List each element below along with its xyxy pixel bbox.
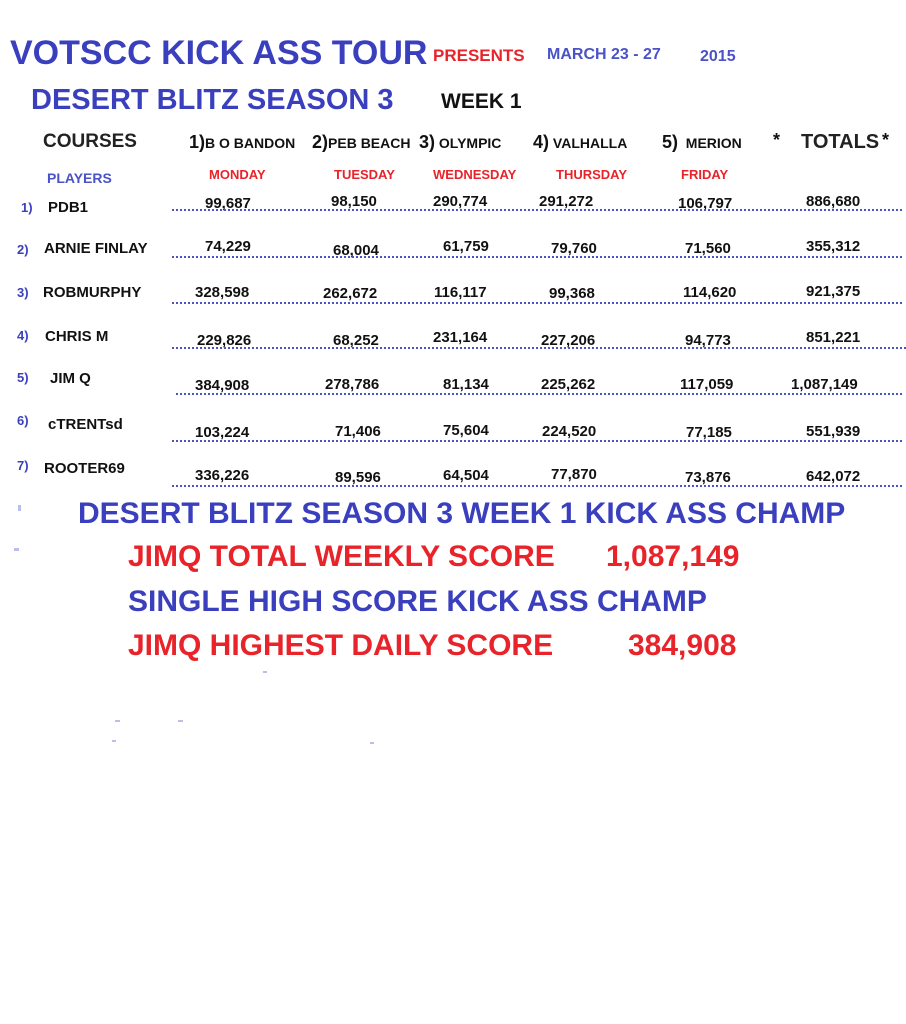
row-divider xyxy=(176,393,902,395)
scan-speck xyxy=(178,720,183,722)
course-header-2 xyxy=(312,132,410,153)
course-header-4 xyxy=(533,132,627,153)
score-cell: 227,206 xyxy=(541,332,596,349)
score-cell: 94,773 xyxy=(685,332,731,349)
player-name: CHRIS M xyxy=(45,328,109,345)
row-divider xyxy=(172,485,902,487)
score-cell: 81,134 xyxy=(443,376,489,393)
score-cell: 103,224 xyxy=(195,424,250,441)
day-tuesday: TUESDAY xyxy=(334,167,395,182)
row-number: 3) xyxy=(17,285,29,300)
score-cell: 114,620 xyxy=(683,284,737,301)
score-cell: 116,117 xyxy=(434,284,487,301)
player-name: ARNIE FINLAY xyxy=(44,240,148,257)
score-cell: 79,760 xyxy=(551,240,597,257)
score-cell: 229,826 xyxy=(197,332,252,349)
weekly-champ-score: 1,087,149 xyxy=(606,540,740,573)
scan-speck xyxy=(370,742,374,744)
row-number: 1) xyxy=(21,200,33,215)
score-cell: 231,164 xyxy=(433,329,488,346)
score-cell: 75,604 xyxy=(443,422,489,439)
row-divider xyxy=(172,347,906,349)
star-marker-left: * xyxy=(773,130,781,150)
course-number: 3) xyxy=(419,132,436,152)
total-cell: 642,072 xyxy=(806,468,861,485)
score-cell: 68,252 xyxy=(333,332,379,349)
row-divider xyxy=(172,256,902,258)
total-cell: 355,312 xyxy=(806,238,861,255)
scan-speck xyxy=(115,720,120,722)
total-cell: 886,680 xyxy=(806,193,861,210)
score-cell: 225,262 xyxy=(541,376,596,393)
row-number: 4) xyxy=(17,328,29,343)
score-cell: 74,229 xyxy=(205,238,251,255)
score-cell: 77,185 xyxy=(686,424,732,441)
score-cell: 117,059 xyxy=(680,376,734,393)
year-label: 2015 xyxy=(700,48,736,65)
presents-label: PRESENTS xyxy=(433,46,525,65)
row-divider xyxy=(172,302,902,304)
score-cell: 73,876 xyxy=(685,469,731,486)
row-number: 7) xyxy=(17,458,29,473)
score-cell: 106,797 xyxy=(678,195,733,212)
score-cell: 262,672 xyxy=(323,285,378,302)
score-cell: 61,759 xyxy=(443,238,489,255)
course-name: VALHALLA xyxy=(552,135,628,151)
day-wednesday: WEDNESDAY xyxy=(433,167,517,182)
player-name: JIM Q xyxy=(50,370,91,387)
course-number: 2) xyxy=(312,132,329,152)
course-name: B O BANDON xyxy=(205,135,296,151)
player-name: cTRENTsd xyxy=(48,416,123,433)
score-cell: 278,786 xyxy=(325,376,380,393)
score-cell: 336,226 xyxy=(195,467,250,484)
scan-speck xyxy=(263,671,267,673)
single-high-label: JIMQ HIGHEST DAILY SCORE xyxy=(128,629,554,662)
scan-speck xyxy=(14,548,19,551)
scan-speck xyxy=(18,505,21,511)
course-header-3 xyxy=(419,132,501,153)
total-cell: 921,375 xyxy=(806,283,861,300)
player-name: PDB1 xyxy=(48,199,89,216)
players-label: PLAYERS xyxy=(47,170,112,186)
score-cell: 291,272 xyxy=(539,193,594,210)
score-cell: 89,596 xyxy=(335,469,381,486)
score-cell: 328,598 xyxy=(195,284,250,301)
date-range: MARCH 23 - 27 xyxy=(547,46,661,63)
score-cell: 64,504 xyxy=(443,467,489,484)
total-cell: 1,087,149 xyxy=(791,376,858,393)
weekly-champ-heading: DESERT BLITZ SEASON 3 WEEK 1 KICK ASS CHAMP xyxy=(78,497,846,530)
week-label: WEEK 1 xyxy=(441,90,522,113)
day-thursday: THURSDAY xyxy=(556,167,628,182)
single-high-score: 384,908 xyxy=(628,629,737,662)
total-cell: 551,939 xyxy=(806,423,861,440)
star-marker-right: * xyxy=(882,130,890,150)
score-cell: 99,687 xyxy=(205,195,251,212)
course-number: 1) xyxy=(189,132,206,152)
course-name: MERION xyxy=(685,135,742,151)
course-number: 5) xyxy=(662,132,679,152)
totals-label: TOTALS xyxy=(801,131,880,153)
row-number: 2) xyxy=(17,242,29,257)
score-cell: 71,560 xyxy=(685,240,731,257)
player-name: ROBMURPHY xyxy=(43,284,142,301)
course-name: PEB BEACH xyxy=(328,135,411,151)
score-cell: 68,004 xyxy=(333,242,379,259)
day-friday: FRIDAY xyxy=(681,167,729,182)
score-cell: 99,368 xyxy=(549,285,595,302)
courses-label: COURSES xyxy=(43,131,137,152)
course-number: 4) xyxy=(533,132,550,152)
row-number: 6) xyxy=(17,413,29,428)
total-cell: 851,221 xyxy=(806,329,861,346)
single-high-heading: SINGLE HIGH SCORE KICK ASS CHAMP xyxy=(128,585,707,618)
score-cell: 71,406 xyxy=(335,423,381,440)
course-header-5 xyxy=(662,132,742,153)
scan-speck xyxy=(112,740,116,742)
course-name: OLYMPIC xyxy=(438,135,502,151)
score-cell: 98,150 xyxy=(331,193,377,210)
score-cell: 77,870 xyxy=(551,466,597,483)
tour-title: VOTSCC KICK ASS TOUR xyxy=(10,34,428,72)
season-title: DESERT BLITZ SEASON 3 xyxy=(31,84,394,116)
day-monday: MONDAY xyxy=(209,167,266,182)
score-cell: 224,520 xyxy=(542,423,597,440)
row-divider xyxy=(172,440,902,442)
score-cell: 290,774 xyxy=(433,193,488,210)
row-number: 5) xyxy=(17,370,29,385)
course-header-1 xyxy=(189,132,295,153)
row-divider xyxy=(172,209,902,211)
player-name: ROOTER69 xyxy=(44,460,125,477)
weekly-champ-label: JIMQ TOTAL WEEKLY SCORE xyxy=(128,540,555,573)
score-cell: 384,908 xyxy=(195,377,250,394)
